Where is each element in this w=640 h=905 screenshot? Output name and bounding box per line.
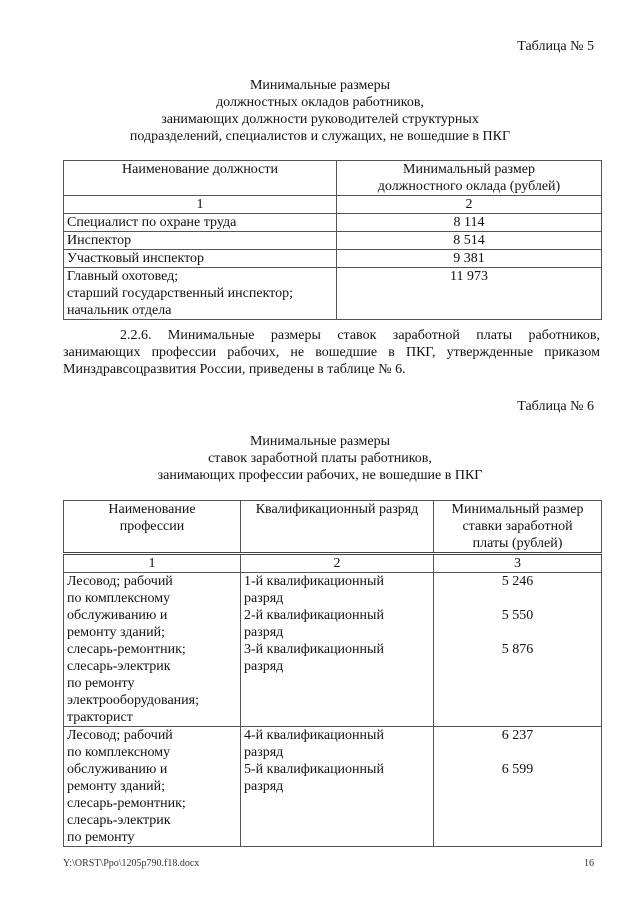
table5 — [63, 160, 602, 320]
table5-label: Таблица № 5 — [517, 39, 594, 54]
position-name: Главный охотовед; старший государственный инспектор; начальник отдела — [64, 268, 337, 320]
table5-title-line: должностных окладов работников, — [216, 95, 424, 110]
table5-header-salary: Минимальный размер должностного оклада (рублей) — [337, 161, 602, 196]
table6-label: Таблица № 6 — [517, 399, 594, 414]
table6-title — [40, 433, 600, 484]
salary-value: 9 381 — [337, 250, 602, 268]
salary-value: 8 514 — [337, 232, 602, 250]
salary-value: 11 973 — [337, 268, 602, 320]
column-number: 2 — [337, 196, 602, 214]
table-row — [64, 573, 602, 727]
table5-title-line: подразделений, специалистов и служащих, не вошедшие в ПКГ — [129, 129, 511, 144]
table5-title-line: Минимальные размеры — [249, 78, 391, 93]
table-row — [64, 250, 602, 268]
grade-list: 4-й квалификационный разряд 5-й квалификационный разряд — [241, 727, 434, 847]
table5-title — [40, 77, 600, 145]
table5-column-numbers — [64, 196, 602, 214]
table-row — [64, 727, 602, 847]
rate-list: 5 246 5 550 5 876 — [434, 573, 602, 727]
profession-names: Лесовод; рабочий по комплексному обслуживанию и ремонту зданий; слесарь-ремонтник; слесарь-электрик по ремонту электрооборудования; тракторист — [64, 573, 241, 727]
table6-header-rate: Минимальный размер ставки заработной платы (рублей) — [434, 501, 602, 554]
column-number: 1 — [64, 554, 241, 573]
rate-list: 6 237 6 599 — [434, 727, 602, 847]
column-number: 3 — [434, 554, 602, 573]
table5-header-position: Наименование должности — [64, 161, 337, 196]
salary-value: 8 114 — [337, 214, 602, 232]
footer-file-path: Y:\ORST\Ppo\1205p790.f18.docx — [63, 858, 200, 869]
table-row — [64, 214, 602, 232]
column-number: 1 — [64, 196, 337, 214]
table6-header-row — [64, 501, 602, 554]
table6-title-line: занимающих профессии рабочих, не вошедшие в ПКГ — [157, 468, 483, 483]
table6-title-line: Минимальные размеры — [249, 434, 391, 449]
table6 — [63, 500, 602, 847]
paragraph-2-2-6: 2.2.6. Минимальные размеры ставок заработной платы работников, занимающих профессии рабочих, не вошедшие в ПКГ, утвержденные приказом Минздравсоцразвития России, приведены в таблице № 6. — [63, 328, 600, 377]
grade-list: 1-й квалификационный разряд 2-й квалификационный разряд 3-й квалификационный разряд — [241, 573, 434, 727]
table6-title-line: ставок заработной платы работников, — [208, 451, 432, 466]
table-row — [64, 232, 602, 250]
position-name: Инспектор — [64, 232, 337, 250]
table5-header-row — [64, 161, 602, 196]
table6-header-profession: Наименование профессии — [64, 501, 241, 554]
column-number: 2 — [241, 554, 434, 573]
table-row — [64, 268, 602, 320]
profession-names: Лесовод; рабочий по комплексному обслуживанию и ремонту зданий; слесарь-ремонтник; слесарь-электрик по ремонту — [64, 727, 241, 847]
table5-title-line: занимающих должности руководителей структурных — [161, 112, 479, 127]
page-number: 16 — [584, 858, 594, 869]
position-name: Участковый инспектор — [64, 250, 337, 268]
position-name: Специалист по охране труда — [64, 214, 337, 232]
table6-column-numbers — [64, 554, 602, 573]
table6-header-grade: Квалификационный разряд — [241, 501, 434, 554]
